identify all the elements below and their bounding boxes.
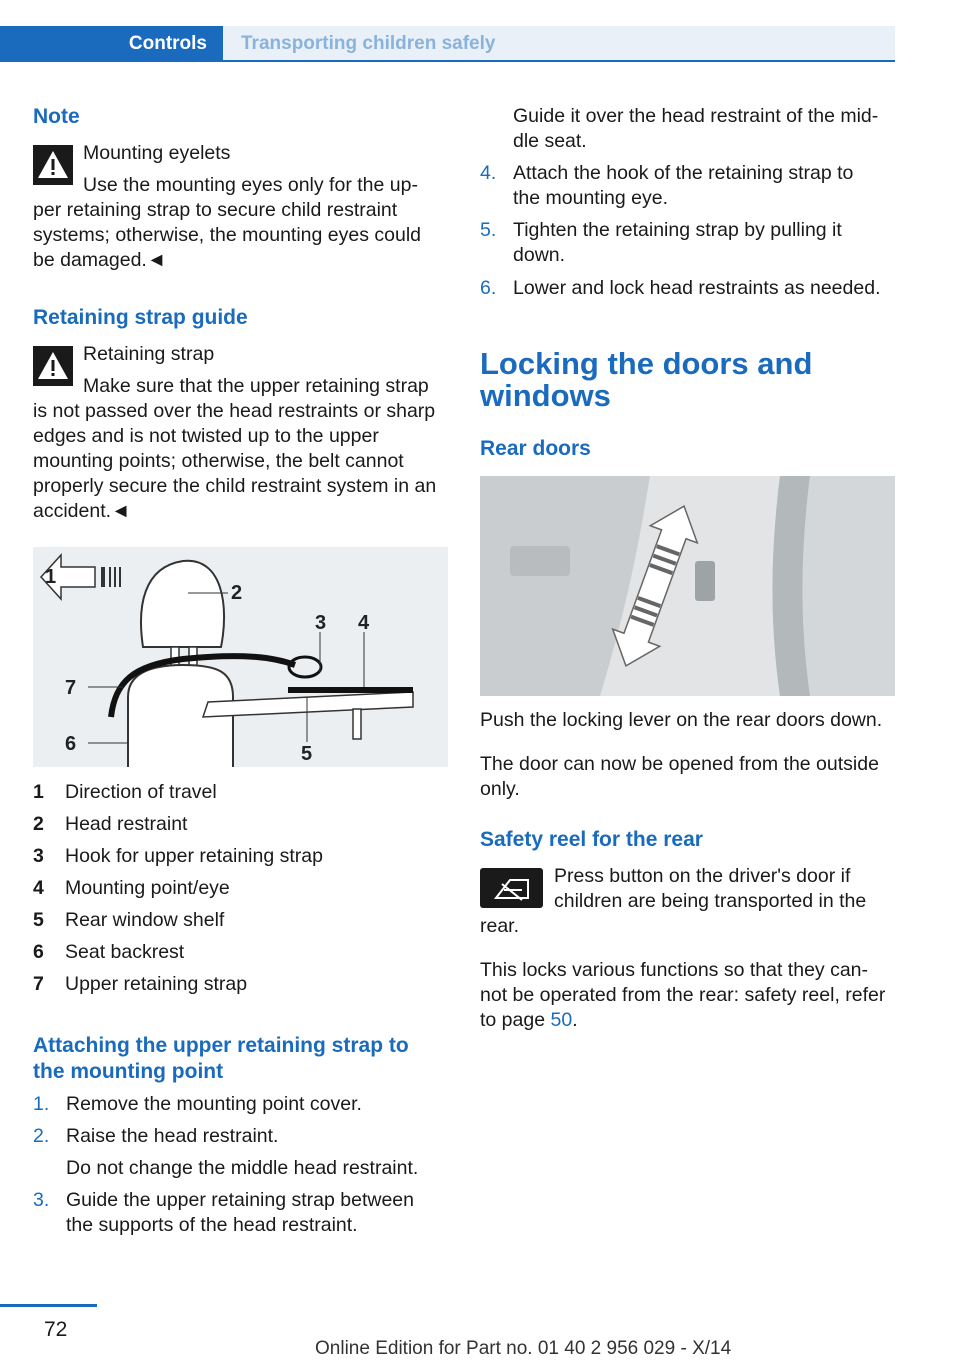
locking-heading: windows	[480, 378, 611, 413]
page-reference-link[interactable]: 50	[550, 1009, 573, 1031]
legend-item: 1 Direction of travel	[33, 781, 217, 803]
step-item: 4. Attach the hook of the retaining strap to the mounting eye.	[480, 162, 854, 209]
head-restraint-diagram	[33, 547, 448, 767]
figure-label: 2	[231, 582, 243, 604]
warning-icon	[33, 346, 73, 386]
note-text-line4: be damaged.◄	[33, 249, 167, 271]
attaching-heading: the mounting point	[33, 1060, 224, 1083]
safety-reel-heading: Safety reel for the rear	[480, 828, 703, 851]
strap-guide-heading: Retaining strap guide	[33, 306, 248, 329]
press-text-line: children are being transported in the	[554, 890, 867, 912]
figure-label: 1	[45, 566, 57, 588]
warning-icon	[33, 145, 73, 185]
figure-label: 7	[65, 677, 77, 699]
footer-edition: Online Edition for Part no. 01 40 2 956 029 - X/14	[315, 1338, 732, 1359]
press-text-line: Press button on the driver's door if	[554, 865, 851, 887]
legend-item: 4 Mounting point/eye	[33, 877, 230, 899]
legend-item: 7 Upper retaining strap	[33, 973, 248, 995]
open-text-line: only.	[480, 778, 520, 800]
strap-guide-line: Make sure that the upper retaining strap	[83, 375, 429, 397]
header-section-tab[interactable]: Controls	[0, 26, 223, 62]
strap-guide-line: accident.◄	[33, 500, 131, 522]
step-item: Guide it over the head restraint of the mid- dle seat.	[513, 105, 879, 152]
page-header	[0, 26, 895, 62]
note-title: Mounting eyelets	[83, 142, 231, 164]
strap-guide-line: properly secure the child restraint system in an	[33, 475, 437, 497]
figure-label: 6	[65, 733, 77, 755]
note-text-line2: per retaining strap to secure child restraint	[33, 199, 398, 221]
legend-item: 5 Rear window shelf	[33, 909, 225, 931]
note-text-line1: Use the mounting eyes only for the up-	[83, 174, 418, 196]
locks-text-line: This locks various functions so that they can-	[480, 959, 869, 981]
strap-guide-line: mounting points; otherwise, the belt cannot	[33, 450, 404, 472]
locks-text-line: not be operated from the rear: safety reel, refer	[480, 984, 886, 1006]
press-text-line: rear.	[480, 915, 520, 937]
note-heading: Note	[33, 105, 80, 128]
rear-door-lock-photo	[480, 476, 895, 696]
attaching-heading: Attaching the upper retaining strap to	[33, 1034, 409, 1057]
strap-guide-line: edges and is not twisted up to the upper	[33, 425, 379, 447]
figure-label: 3	[315, 612, 327, 634]
note-text-line3: systems; otherwise, the mounting eyes could	[33, 224, 422, 246]
header-subsection-tab[interactable]: Transporting children safely	[223, 26, 895, 62]
rear-doors-heading: Rear doors	[480, 437, 591, 460]
push-text: Push the locking lever on the rear doors down.	[480, 709, 883, 731]
locks-text-line: to page 50.	[480, 1009, 578, 1031]
strap-guide-title: Retaining strap	[83, 343, 215, 365]
header-rule	[0, 60, 895, 62]
open-text-line: The door can now be opened from the outside	[480, 753, 879, 775]
legend-item: 6 Seat backrest	[33, 941, 185, 963]
legend-item: 3 Hook for upper retaining strap	[33, 845, 323, 867]
window-lock-button-icon	[480, 868, 543, 908]
figure-label: 4	[358, 612, 370, 634]
step-item: 3. Guide the upper retaining strap between the supports of the head restraint.	[33, 1189, 414, 1236]
strap-guide-line: is not passed over the head restraints or sharp	[33, 400, 436, 422]
legend-item: 2 Head restraint	[33, 813, 188, 835]
page-number: 72	[44, 1318, 68, 1341]
step-item: 5. Tighten the retaining strap by pulling it down.	[480, 219, 842, 266]
locking-heading: Locking the doors and	[480, 346, 813, 381]
figure-label: 5	[301, 743, 313, 765]
footer-rule	[0, 1304, 97, 1307]
